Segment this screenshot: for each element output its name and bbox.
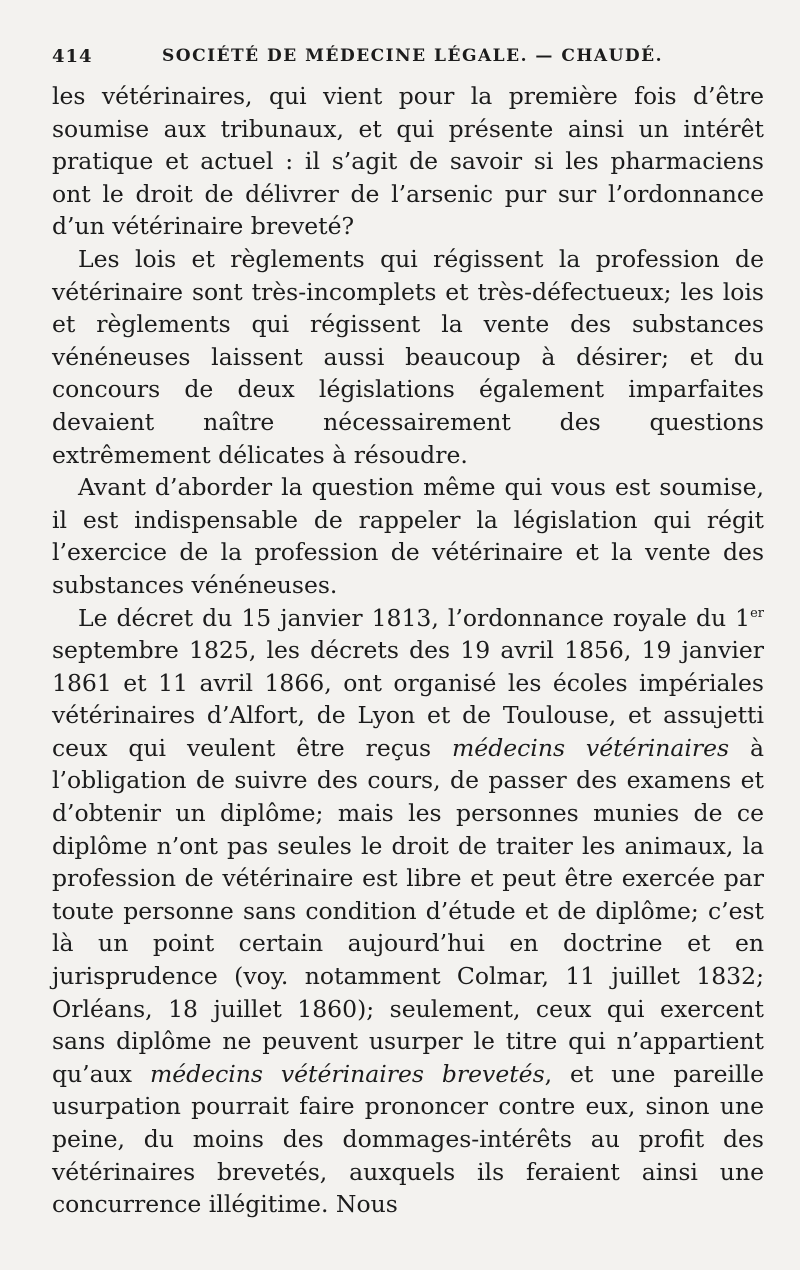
superscript: er: [750, 605, 764, 621]
running-head: SOCIÉTÉ DE MÉDECINE LÉGALE. — CHAUDÉ.: [162, 46, 664, 66]
page-number: 414: [52, 46, 93, 67]
paragraph-continued: les vétérinaires, qui vient pour la première fois d’être soumise aux tribunaux, et qui présente ainsi un intérêt pratique et actuel : il s’agit de savoir si les pharmaciens ont le droit de délivrer de l’arsenic pur sur l’ordonnance d’un vétérinaire breveté?: [52, 82, 764, 241]
text-run: Le décret du 15 janvier 1813, l’ordonnance royale du 1: [78, 603, 751, 632]
page-body: [52, 80, 764, 1221]
italic-term: médecins vétérinaires brevetés: [149, 1059, 545, 1088]
text-run: à l’obligation de suivre des cours, de passer des examens et d’obtenir un diplôme; mais les personnes munies de ce diplôme n’ont pas seules le droit de traiter les animaux, la profession de vétérinaire est libre et peut être exercée par toute personne sans condition d’étude et de diplôme; c’est là un point certain aujourd’hui en doctrine et en jurisprudence (voy. notamment Colmar, 11 juillet 1832; Orléans, 18 juillet 1860); seulement, ceux qui exercent sans diplôme ne peuvent usurper le titre qui n’appartient qu’aux: [52, 733, 764, 1088]
paragraph: Les lois et règlements qui régissent la profession de vétérinaire sont très-incomplets et très-défectueux; les lois et règlements qui régissent la vente des substances vénéneuses laissent aussi beaucoup à désirer; et du concours de deux législations également imparfaites devaient naître nécessairement des questions extrêmement délicates à résoudre.: [52, 244, 764, 469]
paragraph: [52, 602, 764, 1221]
text-run: , et une pareille usurpation pourrait faire prononcer contre eux, sinon une peine, du moins des dommages-intérêts au profit des vétérinaires brevetés, auxquels ils feraient ainsi une concurrence illégitime. Nous: [52, 1059, 764, 1219]
italic-term: médecins vétérinaires: [452, 733, 730, 762]
paragraph: Avant d’aborder la question même qui vous est soumise, il est indispensable de rappeler la législation qui régit l’exercice de la profession de vétérinaire et la vente des substances vénéneuses.: [52, 473, 764, 599]
page-header: [52, 44, 764, 80]
text-run: septembre 1825, les décrets des 19 avril 1856, 19 janvier 1861 et 11 avril 1866, ont organisé les écoles impériales vétérinaires d’Alfort, de Lyon et de Toulouse, et assujetti ceux qui veulent être reçus: [52, 636, 764, 762]
